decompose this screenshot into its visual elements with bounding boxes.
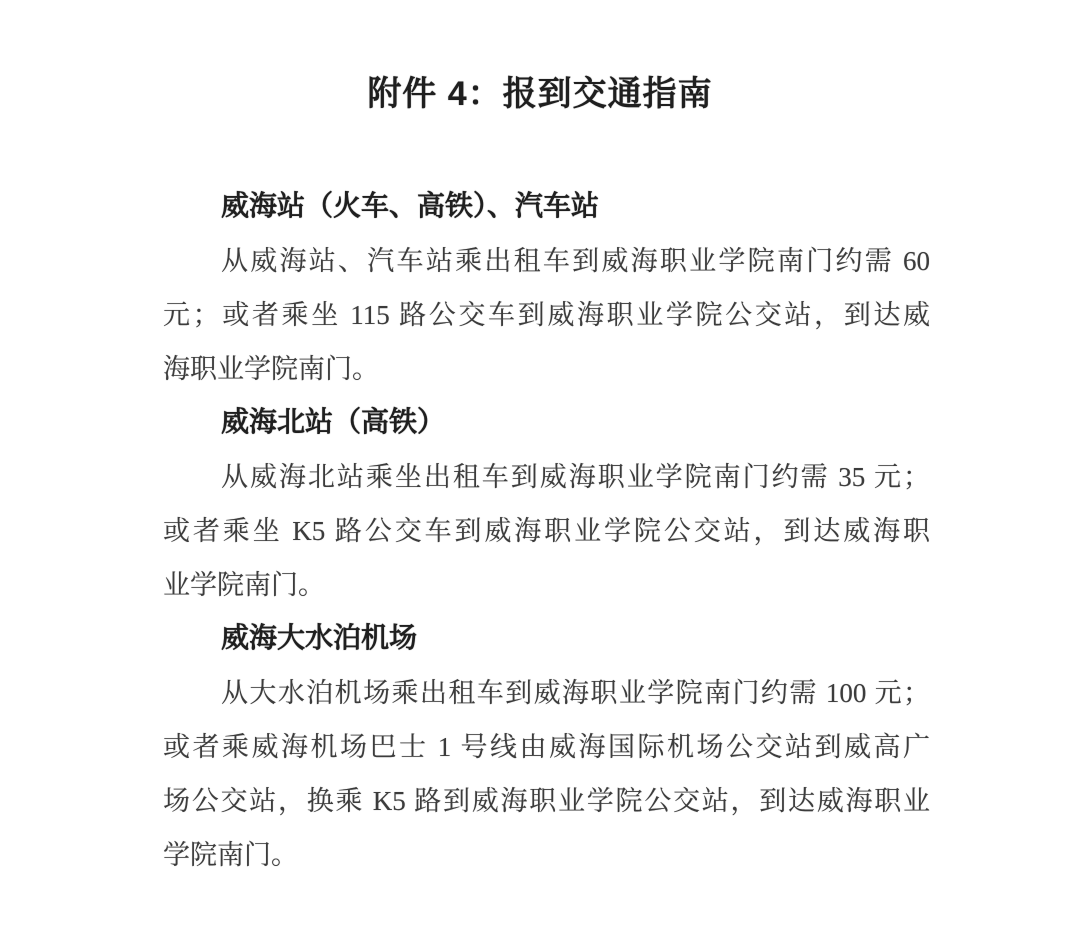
paragraph-line: 海职业学院南门。 (163, 354, 379, 384)
paragraph-line: 元；或者乘坐 115 路公交车到威海职业学院公交站，到达威 (163, 300, 930, 330)
section-heading: 威海站（火车、高铁）、汽车站 (221, 191, 600, 222)
document-body (163, 180, 930, 882)
paragraph-line: 从威海北站乘坐出租车到威海职业学院南门约需 35 元； (221, 462, 930, 492)
paragraph-line: 业学院南门。 (163, 570, 325, 600)
paragraph-line: 或者乘威海机场巴士 1 号线由威海国际机场公交站到威高广 (163, 732, 930, 762)
doc-title: 附件 4：报到交通指南 (367, 75, 713, 113)
section-heading: 威海大水泊机场 (221, 623, 418, 654)
paragraph-line: 场公交站，换乘 K5 路到威海职业学院公交站，到达威海职业 (163, 786, 930, 816)
paragraph-line: 从大水泊机场乘出租车到威海职业学院南门约需 100 元； (221, 678, 930, 708)
paragraph-line: 学院南门。 (163, 840, 298, 870)
paragraph-line: 从威海站、汽车站乘出租车到威海职业学院南门约需 60 (221, 246, 930, 276)
paragraph-line: 或者乘坐 K5 路公交车到威海职业学院公交站，到达威海职 (163, 516, 930, 546)
section-heading: 威海北站（高铁） (221, 407, 446, 438)
